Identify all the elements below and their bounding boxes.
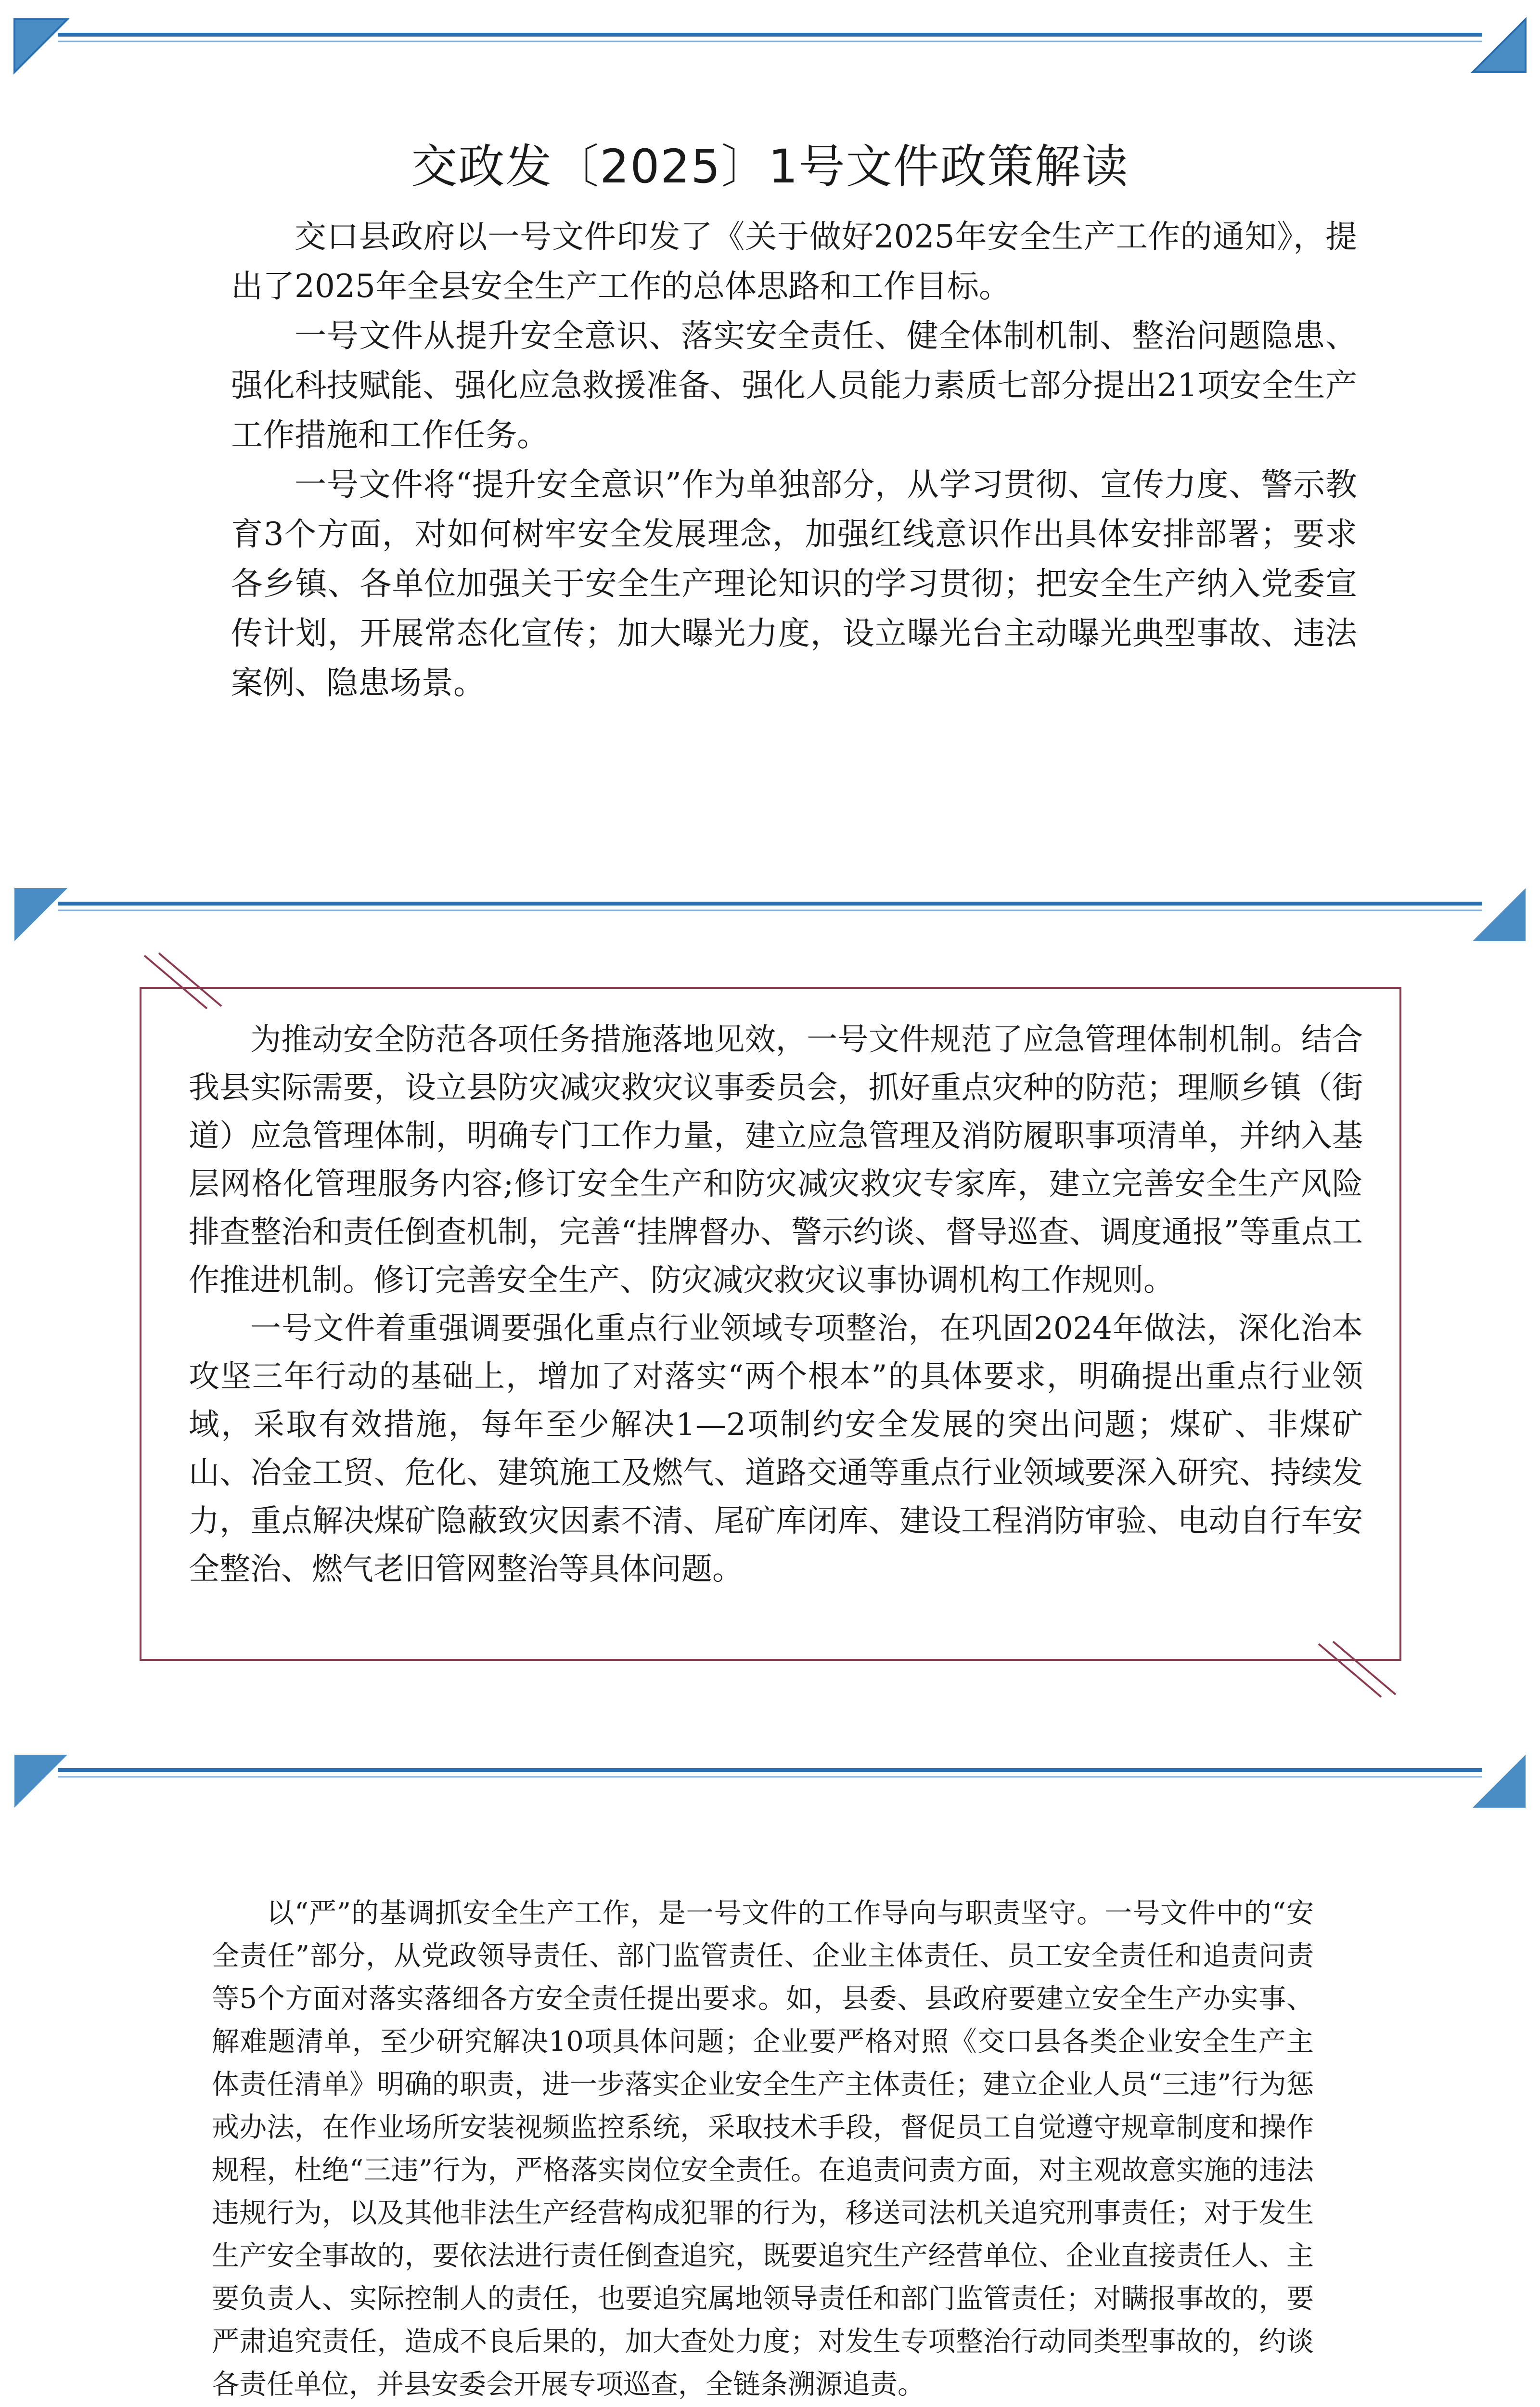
page-title: 交政发〔2025〕1号文件政策解读 bbox=[411, 140, 1129, 194]
section-safety-responsibility bbox=[212, 1892, 1314, 2406]
frame-corner-hatch-top-left bbox=[140, 951, 245, 1023]
paragraph: 一号文件从提升安全意识、落实安全责任、健全体制机制、整治问题隐患、强化科技赋能、强化应急救援准备、强化人员能力素质七部分提出21项安全生产工作措施和工作任务。 bbox=[231, 317, 1357, 453]
paragraph: 以“严”的基调抓安全生产工作，是一号文件的工作导向与职责坚守。一号文件中的“安全责任”部分，从党政领导责任、部门监管责任、企业主体责任、员工安全责任和追责问责等5个方面对落实落细各方安全责任提出要求。如，县委、县政府要建立安全生产办实事、解难题清单，至少研究解决10项具体问题；企业要严格对照《交口县各类企业安全生产主体责任清单》明确的职责，进一步落实企业安全生产主体责任；建立企业人员“三违”行为惩戒办法，在作业场所安装视频监控系统，采取技术手段，督促员工自觉遵守规章制度和操作规程，杜绝“三违”行为，严格落实岗位安全责任。在追责问责方面，对主观故意实施的违法违规行为，以及其他非法生产经营构成犯罪的行为，移送司法机关追究刑事责任；对于发生生产安全事故的，要依法进行责任倒查追究，既要追究生产经营单位、企业直接责任人、主要负责人、实际控制人的责任，也要追究属地领导责任和部门监管责任；对瞒报事故的，要严肃追究责任，造成不良后果的，加大查处力度；对发生专项整治行动同类型事故的，约谈各责任单位，并县安委会开展专项巡查，全链条溯源追责。 bbox=[212, 1897, 1314, 2400]
divider-bar-3 bbox=[0, 1745, 1540, 1822]
paragraph: 交口县政府以一号文件印发了《关于做好2025年安全生产工作的通知》，提出了2025年全县安全生产工作的总体思路和工作目标。 bbox=[231, 218, 1357, 305]
paragraph: 一号文件将“提升安全意识”作为单独部分，从学习贯彻、宣传力度、警示教育3个方面，对如何树牢安全发展理念，加强红线意识作出具体安排部署；要求各乡镇、各单位加强关于安全生产理论知识的学习贯彻；把安全生产纳入党委宣传计划，开展常态化宣传；加大曝光力度，设立曝光台主动曝光典型事故、违法案例、隐患场景。 bbox=[231, 466, 1357, 701]
paragraph: 一号文件着重强调要强化重点行业领域专项整治，在巩固2024年做法，深化治本攻坚三年行动的基础上，增加了对落实“两个根本”的具体要求，明确提出重点行业领域，采取有效措施，每年至少解决1—2项制约安全发展的突出问题；煤矿、非煤矿山、冶金工贸、危化、建筑施工及燃气、道路交通等重点行业领域要深入研究、持续发力，重点解决煤矿隐蔽致灾因素不清、尾矿库闭库、建设工程消防审验、电动自行车安全整治、燃气老旧管网整治等具体问题。 bbox=[189, 1311, 1363, 1587]
frame-corner-hatch-bottom-right bbox=[1299, 1630, 1405, 1702]
section-intro bbox=[231, 212, 1357, 708]
divider-bar-2 bbox=[0, 879, 1540, 956]
section-management-system bbox=[189, 1016, 1363, 1593]
paragraph: 为推动安全防范各项任务措施落地见效，一号文件规范了应急管理体制机制。结合我县实际需要，设立县防灾减灾救灾议事委员会，抓好重点灾种的防范；理顺乡镇（街道）应急管理体制，明确专门工作力量，建立应急管理及消防履职事项清单，并纳入基层网格化管理服务内容;修订安全生产和防灾减灾救灾专家库，建立完善安全生产风险排查整治和责任倒查机制，完善“挂牌督办、警示约谈、督导巡查、调度通报”等重点工作推进机制。修订完善安全生产、防灾减灾救灾议事协调机构工作规则。 bbox=[189, 1022, 1363, 1298]
divider-bar-1 bbox=[0, 10, 1540, 87]
